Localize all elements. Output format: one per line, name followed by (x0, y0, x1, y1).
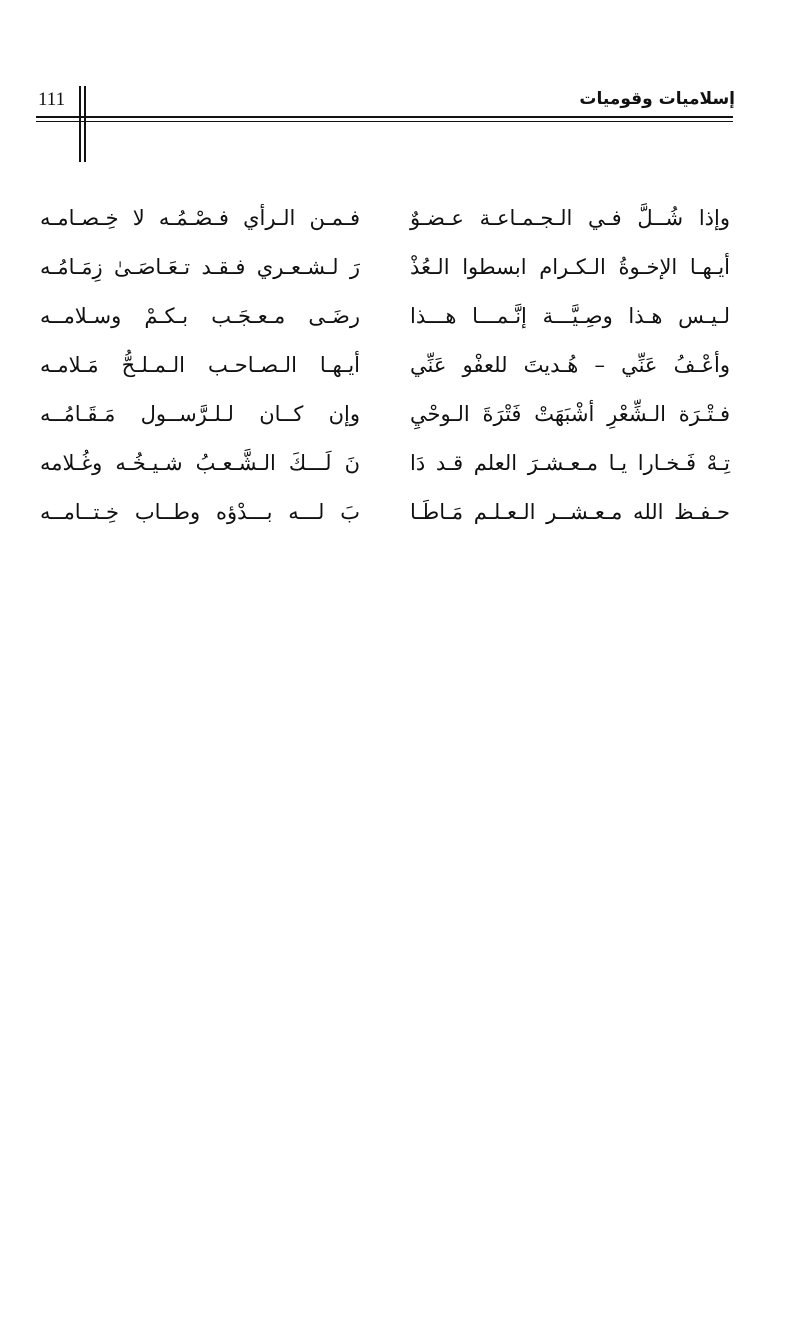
header-rule-top (36, 116, 733, 118)
poem (40, 193, 730, 536)
verse-second-hemistich: بَ لـــه بـــدْؤه وطــاب خِـتــامــه (40, 499, 360, 524)
header-rule-bottom (36, 121, 733, 122)
verse (40, 291, 730, 340)
verse (40, 438, 730, 487)
verse-second-hemistich: رضَـى مـعـجَـب بـكـمْ وسـلامــه (40, 303, 360, 328)
verse-second-hemistich: أيـهـا الـصـاحـب الـمـلـحُّ مَـلامـه (40, 352, 360, 377)
verse (40, 340, 730, 389)
running-title: إسلاميات وقوميات (579, 89, 735, 109)
verse (40, 193, 730, 242)
verse-first-hemistich: تِـهْ فَـخـارا يـا مـعـشـرَ العلم قـد دَا (410, 450, 730, 475)
verse-first-hemistich: لـيـس هـذا وصِـيَّـــة إنَّـمـــا هـــذا (410, 303, 730, 328)
verse-second-hemistich: فـمـن الـرأي فـصْـمُـه لا خِـصـامـه (40, 205, 360, 230)
verse-first-hemistich: وأعْـفُ عَنِّي – هُـديتَ للعفْو عَنِّي (410, 352, 730, 377)
verse (40, 487, 730, 536)
page-number: 111 (38, 89, 66, 110)
header-vertical-bar (79, 86, 81, 162)
verse-first-hemistich: أيـهـا الإخـوةُ الـكـرام ابسطوا الـعُذْ (410, 254, 730, 279)
verse-second-hemistich: وإن كــان لـلـرَّســول مَـقَـامُــه (40, 401, 360, 426)
verse-first-hemistich: حـفـظ الله مـعـشــر الـعـلـم مَـاطَـا (410, 499, 730, 524)
header-vertical-bar (84, 86, 86, 162)
verse (40, 389, 730, 438)
verse (40, 242, 730, 291)
verse-first-hemistich: وإذا شُــلَّ فـي الـجـمـاعـة عـضـوٌ (410, 205, 730, 230)
verse-second-hemistich: نَ لَـــكَ الـشَّـعـبُ شـيـخُـه وغُـلامه (40, 450, 360, 475)
verse-second-hemistich: رَ لـشـعـري فـقـد تـعَـاصَـىٰ زِمَـامُـه (40, 254, 360, 279)
verse-first-hemistich: فـتْـرَة الـشِّعْرِ أشْبَهَتْ فَتْرَةَ الـوحْيِ (410, 401, 730, 426)
